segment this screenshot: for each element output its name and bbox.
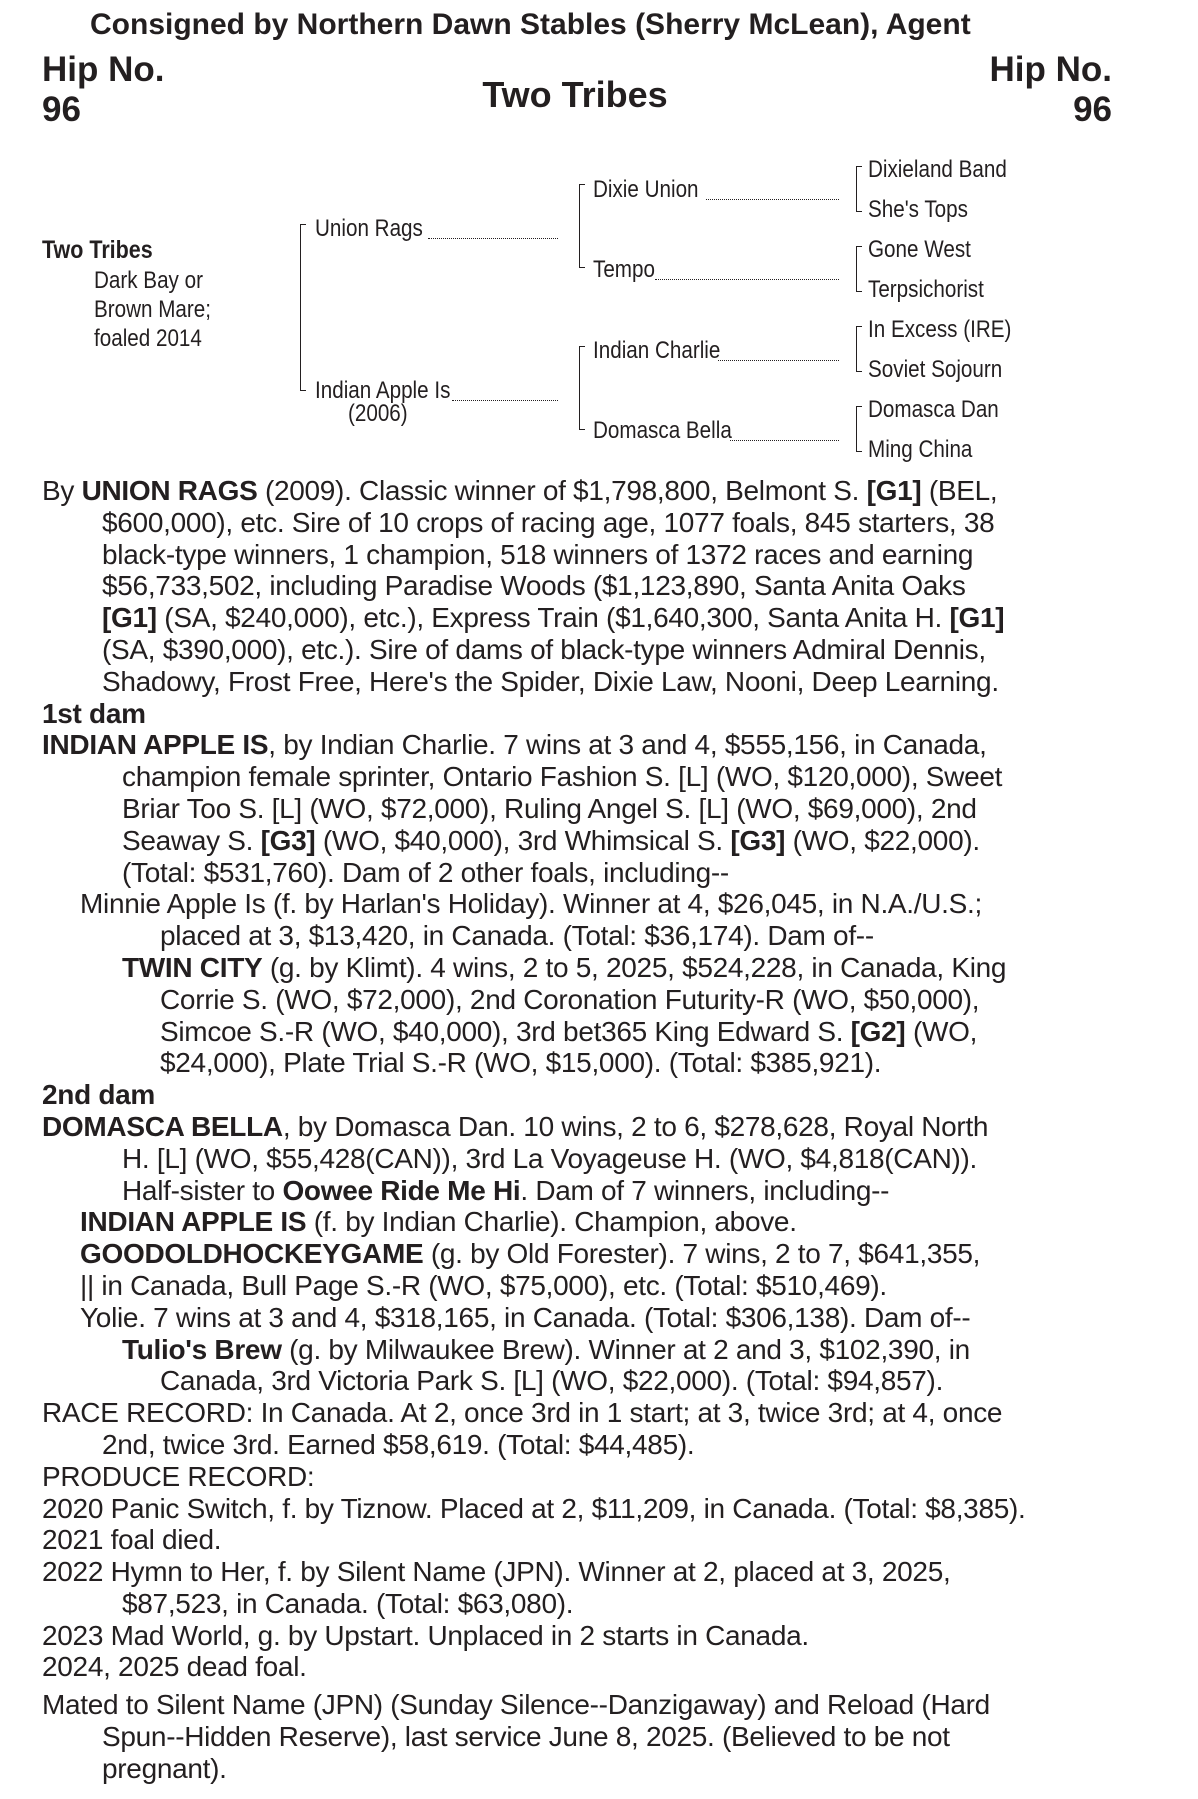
produce-entry: TWIN CITY (g. by Klimt). 4 wins, 2 to 5, 2025, $524,228, in Canada, King bbox=[122, 951, 1007, 983]
dam-year: (2006) bbox=[348, 400, 408, 427]
sire-leader bbox=[428, 238, 558, 239]
mating-line: pregnant). bbox=[102, 1752, 227, 1784]
catalog-body bbox=[42, 475, 1122, 1785]
first-dam-line: Seaway S. [G3] (WO, $40,000), 3rd Whimsical S. [G3] (WO, $22,000). bbox=[122, 824, 980, 856]
hip-label: Hip No. bbox=[42, 50, 165, 89]
ggp-name: In Excess (IRE) bbox=[868, 316, 1012, 343]
pedigree-subject: Two Tribes bbox=[42, 236, 153, 264]
sire-dam-name: Tempo bbox=[593, 256, 655, 283]
dam-name: Indian Apple Is bbox=[315, 377, 451, 404]
hip-number: 96 bbox=[42, 90, 81, 129]
produce-entry: INDIAN APPLE IS (f. by Indian Charlie). Champion, above. bbox=[80, 1206, 797, 1238]
mating-line: Mated to Silent Name (JPN) (Sunday Silence--Danzigaway) and Reload (Hard bbox=[42, 1689, 990, 1721]
consignor-line: Consigned by Northern Dawn Stables (Sherry McLean), Agent bbox=[90, 8, 971, 41]
produce-entry: placed at 3, $13,420, in Canada. (Total: $36,174). Dam of-- bbox=[160, 920, 874, 952]
second-dam-heading: 2nd dam bbox=[42, 1079, 156, 1111]
produce-entry: Tulio's Brew (g. by Milwaukee Brew). Winner at 2 and 3, $102,390, in bbox=[122, 1333, 970, 1365]
subject-desc-line: foaled 2014 bbox=[94, 325, 202, 352]
sire-para-line: black-type winners, 1 champion, 518 winners of 1372 races and earning bbox=[102, 538, 974, 570]
produce-record-line: 2020 Panic Switch, f. by Tiznow. Placed at 2, $11,209, in Canada. (Total: $8,385). bbox=[42, 1492, 1026, 1524]
dam-dam-name: Domasca Bella bbox=[593, 417, 732, 444]
ggp-name: She's Tops bbox=[868, 196, 968, 223]
sire-para-line: [G1] (SA, $240,000), etc.), Express Train ($1,640,300, Santa Anita H. [G1] bbox=[102, 602, 1005, 634]
sire-para-line: $600,000), etc. Sire of 10 crops of racing age, 1077 foals, 845 starters, 38 bbox=[102, 506, 995, 538]
sire-name: Union Rags bbox=[315, 215, 423, 242]
sire-para-line: (SA, $390,000), etc.). Sire of dams of black-type winners Admiral Dennis, bbox=[102, 633, 986, 665]
sire-sire-leader bbox=[706, 199, 839, 200]
horse-title: Two Tribes bbox=[482, 74, 668, 115]
mating-line: Spun--Hidden Reserve), last service June 8, 2025. (Believed to be not bbox=[102, 1721, 950, 1753]
ggp-name: Gone West bbox=[868, 236, 971, 263]
produce-entry: Canada, 3rd Victoria Park S. [L] (WO, $22,000). (Total: $94,857). bbox=[160, 1365, 944, 1397]
first-dam-line: (Total: $531,760). Dam of 2 other foals, including-- bbox=[122, 856, 729, 888]
sire-dam-leader bbox=[655, 279, 839, 280]
first-dam-line: INDIAN APPLE IS, by Indian Charlie. 7 wins at 3 and 4, $555,156, in Canada, bbox=[42, 729, 987, 761]
ggp-bracket bbox=[856, 326, 857, 372]
subject-desc-line: Dark Bay or bbox=[94, 267, 203, 294]
ggp-name: Dixieland Band bbox=[868, 156, 1007, 183]
sire-para-line: $56,733,502, including Paradise Woods ($1,123,890, Santa Anita Oaks bbox=[102, 570, 966, 602]
pedigree-chart bbox=[0, 0, 1198, 470]
ggp-name: Terpsichorist bbox=[868, 276, 984, 303]
ggp-bracket bbox=[856, 246, 857, 292]
sire-para-line: Shadowy, Frost Free, Here's the Spider, Dixie Law, Nooni, Deep Learning. bbox=[102, 665, 999, 697]
hip-number: 96 bbox=[1073, 90, 1112, 129]
first-dam-line: champion female sprinter, Ontario Fashion S. [L] (WO, $120,000), Sweet bbox=[122, 761, 1003, 793]
dam-sire-name: Indian Charlie bbox=[593, 337, 721, 364]
ggp-bracket bbox=[856, 406, 857, 452]
race-record-line: RACE RECORD: In Canada. At 2, once 3rd in 1 start; at 3, twice 3rd; at 4, once bbox=[42, 1397, 1003, 1429]
dam-parents-bracket bbox=[579, 346, 580, 430]
first-dam-line: Briar Too S. [L] (WO, $72,000), Ruling Angel S. [L] (WO, $69,000), 2nd bbox=[122, 792, 977, 824]
produce-record-heading: PRODUCE RECORD: bbox=[42, 1460, 315, 1492]
first-dam-heading: 1st dam bbox=[42, 697, 146, 729]
ggp-name: Ming China bbox=[868, 436, 973, 463]
produce-entry: Minnie Apple Is (f. by Harlan's Holiday). Winner at 4, $26,045, in N.A./U.S.; bbox=[80, 888, 982, 920]
sire-para-line: By UNION RAGS (2009). Classic winner of $1,798,800, Belmont S. [G1] (BEL, bbox=[42, 475, 998, 506]
produce-entry: Corrie S. (WO, $72,000), 2nd Coronation Futurity-R (WO, $50,000), bbox=[160, 983, 980, 1015]
second-dam-line: DOMASCA BELLA, by Domasca Dan. 10 wins, 2 to 6, $278,628, Royal North bbox=[42, 1110, 989, 1142]
produce-entry: Yolie. 7 wins at 3 and 4, $318,165, in Canada. (Total: $306,138). Dam of-- bbox=[80, 1301, 971, 1333]
produce-record-line: 2022 Hymn to Her, f. by Silent Name (JPN). Winner at 2, placed at 3, 2025, bbox=[42, 1556, 951, 1588]
sire-sire-name: Dixie Union bbox=[593, 176, 699, 203]
dam-sire-leader bbox=[718, 360, 839, 361]
hip-label: Hip No. bbox=[989, 50, 1112, 89]
produce-entry: $24,000), Plate Trial S.-R (WO, $15,000). (Total: $385,921). bbox=[160, 1047, 882, 1079]
produce-record-line: 2024, 2025 dead foal. bbox=[42, 1651, 307, 1683]
dam-dam-leader bbox=[730, 440, 839, 441]
sire-parents-bracket bbox=[579, 184, 580, 268]
ggp-bracket bbox=[856, 166, 857, 212]
produce-entry: Simcoe S.-R (WO, $40,000), 3rd bet365 King Edward S. [G2] (WO, bbox=[160, 1015, 978, 1047]
produce-record-line: 2021 foal died. bbox=[42, 1524, 222, 1556]
second-dam-line: Half-sister to Oowee Ride Me Hi. Dam of 7 winners, including-- bbox=[122, 1174, 890, 1206]
produce-record-line: $87,523, in Canada. (Total: $63,080). bbox=[122, 1587, 574, 1619]
parents-bracket bbox=[300, 224, 301, 391]
ggp-name: Domasca Dan bbox=[868, 396, 999, 423]
produce-record-line: 2023 Mad World, g. by Upstart. Unplaced in 2 starts in Canada. bbox=[42, 1619, 809, 1651]
second-dam-line: H. [L] (WO, $55,428(CAN)), 3rd La Voyageuse H. (WO, $4,818(CAN)). bbox=[122, 1142, 978, 1174]
sire-name-bold: UNION RAGS bbox=[81, 475, 258, 506]
race-record-line: 2nd, twice 3rd. Earned $58,619. (Total: $44,485). bbox=[102, 1428, 695, 1460]
subject-description bbox=[94, 266, 211, 353]
produce-entry: || in Canada, Bull Page S.-R (WO, $75,000), etc. (Total: $510,469). bbox=[80, 1269, 887, 1301]
ggp-name: Soviet Sojourn bbox=[868, 356, 1003, 383]
subject-desc-line: Brown Mare; bbox=[94, 296, 212, 323]
dam-leader bbox=[452, 400, 558, 401]
produce-entry: GOODOLDHOCKEYGAME (g. by Old Forester). 7 wins, 2 to 7, $641,355, bbox=[80, 1238, 981, 1270]
